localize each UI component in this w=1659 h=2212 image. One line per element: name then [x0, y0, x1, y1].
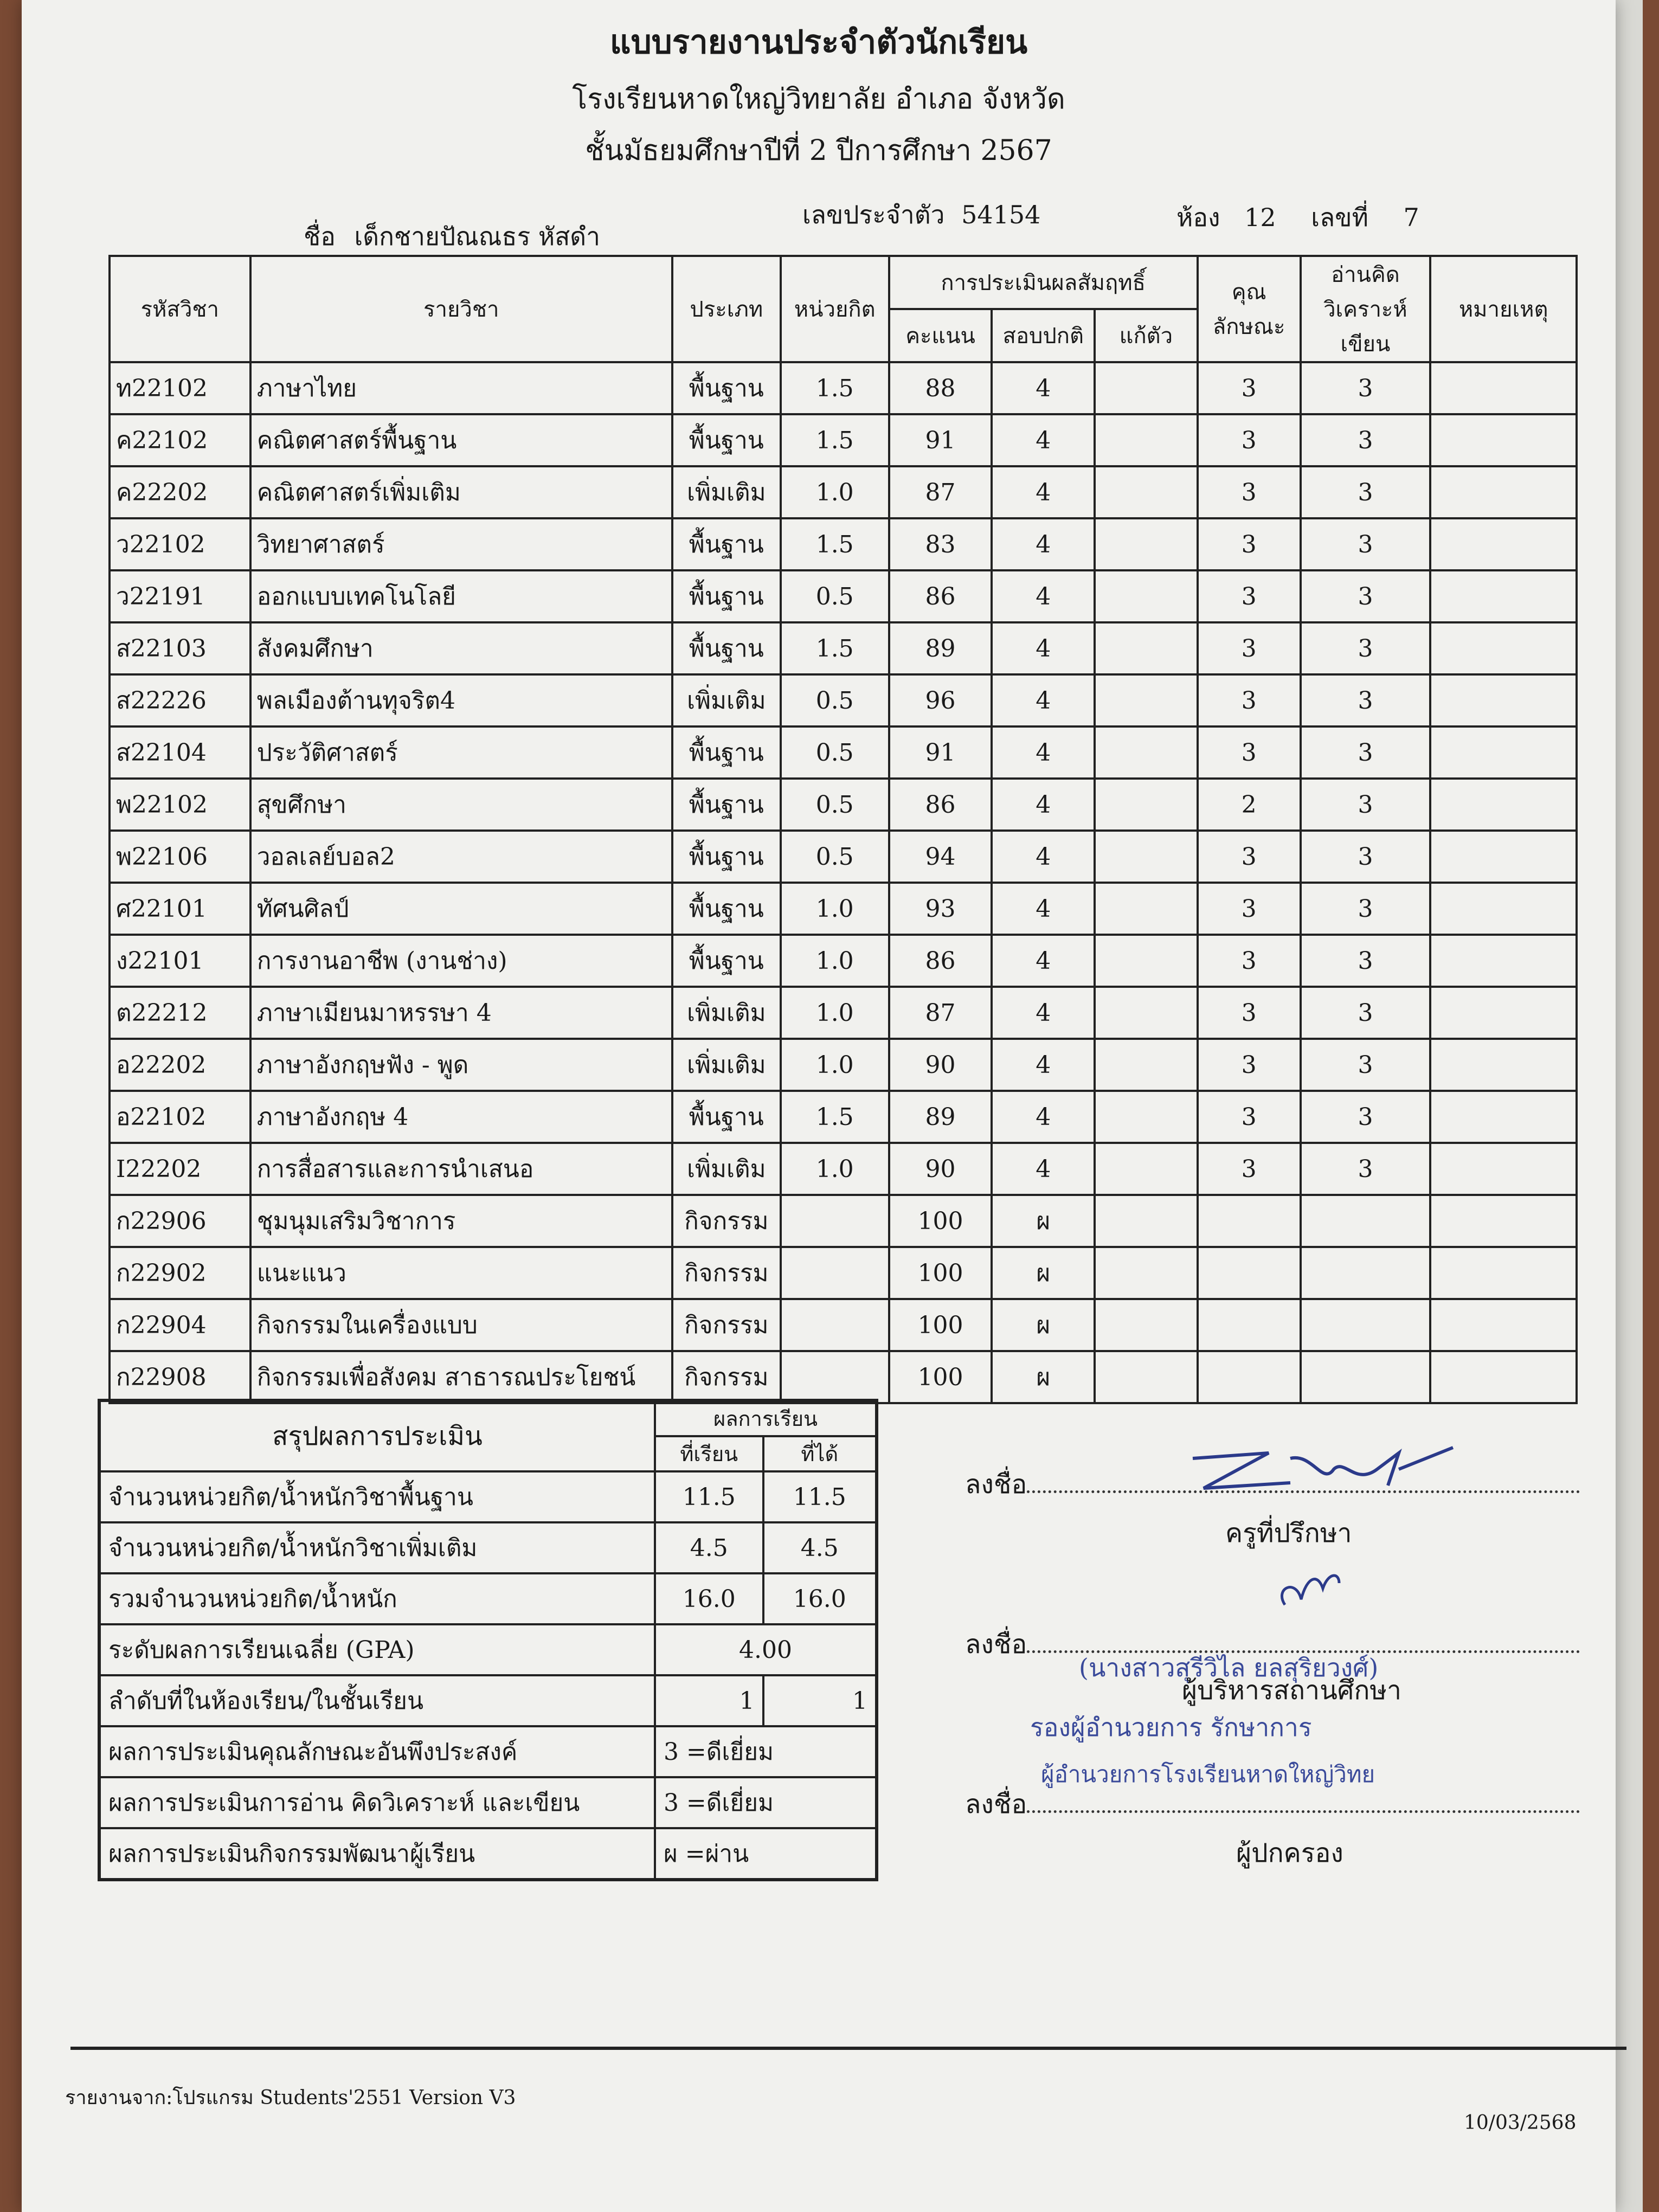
parent-dots: [1027, 1789, 1580, 1813]
cell-code: ต22212: [110, 987, 250, 1039]
header-subject: รายวิชา: [250, 256, 672, 362]
cell-reading: 3: [1301, 622, 1431, 674]
stamp-name: (นางสาวสุรีวิไล ยลสุริยวงศ์): [1079, 1653, 1379, 1682]
cell-credit: 1.0: [781, 1039, 889, 1091]
cell-note: [1430, 518, 1577, 570]
cell-reading: [1301, 1299, 1431, 1351]
cell-subject: การงานอาชีพ (งานช่าง): [250, 935, 672, 987]
cell-subject: ออกแบบเทคโนโลยี: [250, 570, 672, 622]
table-row: [110, 779, 1577, 831]
cell-code: ง22101: [110, 935, 250, 987]
room-value: 12: [1244, 203, 1276, 232]
cell-character: 3: [1198, 1143, 1301, 1195]
cell-subject: สุขศึกษา: [250, 779, 672, 831]
cell-character: [1198, 1351, 1301, 1403]
header-code: รหัสวิชา: [110, 256, 250, 362]
cell-subject: การสื่อสารและการนำเสนอ: [250, 1143, 672, 1195]
cell-credit: [781, 1351, 889, 1403]
cell-retake: [1095, 1247, 1198, 1299]
cell-retake: [1095, 831, 1198, 883]
student-name: เด็กชายปัณณธร หัสดำ: [354, 222, 600, 251]
cell-subject: ประวัติศาสตร์: [250, 726, 672, 779]
cell-score: 86: [889, 570, 992, 622]
student-name-row: [304, 217, 600, 256]
cell-reading: [1301, 1195, 1431, 1247]
name-label: ชื่อ: [304, 222, 336, 251]
cell-credit: [781, 1247, 889, 1299]
cell-code: ว22102: [110, 518, 250, 570]
cell-code: ก22904: [110, 1299, 250, 1351]
cell-reading: 3: [1301, 518, 1431, 570]
cell-character: 3: [1198, 883, 1301, 935]
summary-studied: 4.5: [655, 1522, 763, 1573]
report-title: แบบรายงานประจำตัวนักเรียน: [609, 23, 1028, 61]
reading-label: ผลการประเมินการอ่าน คิดวิเคราะห์ และเขียน: [99, 1777, 655, 1828]
header-character: คุณ ลักษณะ: [1198, 256, 1301, 362]
table-row: [110, 1247, 1577, 1299]
cell-subject: คณิตศาสตร์เพิ่มเติม: [250, 466, 672, 518]
cell-character: [1198, 1247, 1301, 1299]
cell-score: 87: [889, 466, 992, 518]
character-label: ผลการประเมินคุณลักษณะอันพึงประสงค์: [99, 1726, 655, 1777]
table-row: [110, 362, 1577, 414]
id-label: เลขประจำตัว: [802, 200, 945, 229]
cell-score: 90: [889, 1039, 992, 1091]
cell-note: [1430, 831, 1577, 883]
cell-score: 94: [889, 831, 992, 883]
cell-normal: ผ: [992, 1247, 1095, 1299]
report-page: [22, 0, 1616, 2212]
cell-note: [1430, 1039, 1577, 1091]
cell-retake: [1095, 570, 1198, 622]
header-assessment: การประเมินผลสัมฤทธิ์: [889, 256, 1198, 309]
cell-normal: ผ: [992, 1195, 1095, 1247]
advisor-role: ครูที่ปรึกษา: [1225, 1518, 1352, 1548]
cell-note: [1430, 1143, 1577, 1195]
cell-normal: 4: [992, 518, 1095, 570]
cell-normal: 4: [992, 414, 1095, 466]
cell-subject: กิจกรรมในเครื่องแบบ: [250, 1299, 672, 1351]
cell-credit: [781, 1299, 889, 1351]
table-row: [110, 1143, 1577, 1195]
header-normal: สอบปกติ: [992, 309, 1095, 362]
cell-score: 100: [889, 1247, 992, 1299]
character-value: 3 =ดีเยี่ยม: [655, 1726, 877, 1777]
cell-retake: [1095, 414, 1198, 466]
table-row: [110, 883, 1577, 935]
cell-type: พื้นฐาน: [672, 935, 781, 987]
rank-class: 1: [763, 1675, 877, 1726]
summary-earned: 4.5: [763, 1522, 877, 1573]
table-row: [110, 1299, 1577, 1351]
cell-subject: พลเมืองต้านทุจริต4: [250, 674, 672, 726]
cell-type: พื้นฐาน: [672, 570, 781, 622]
cell-reading: 3: [1301, 726, 1431, 779]
parent-sign-label: ลงชื่อ: [965, 1789, 1027, 1819]
footer-divider: [70, 2047, 1626, 2050]
gpa-label: ระดับผลการเรียนเฉลี่ย (GPA): [99, 1624, 655, 1675]
summary-row: [99, 1471, 877, 1522]
cell-subject: สังคมศึกษา: [250, 622, 672, 674]
cell-character: 3: [1198, 1039, 1301, 1091]
table-row: [110, 674, 1577, 726]
header-reading: อ่านคิด วิเคราะห์เขียน: [1301, 256, 1431, 362]
summary-row: [99, 1522, 877, 1573]
cell-reading: [1301, 1351, 1431, 1403]
cell-normal: 4: [992, 466, 1095, 518]
table-row: [110, 466, 1577, 518]
cell-reading: 3: [1301, 935, 1431, 987]
cell-character: 2: [1198, 779, 1301, 831]
cell-type: พื้นฐาน: [672, 831, 781, 883]
cell-score: 83: [889, 518, 992, 570]
cell-score: 100: [889, 1299, 992, 1351]
cell-retake: [1095, 466, 1198, 518]
cell-code: พ22106: [110, 831, 250, 883]
cell-retake: [1095, 1351, 1198, 1403]
cell-normal: 4: [992, 935, 1095, 987]
cell-normal: 4: [992, 1091, 1095, 1143]
cell-code: ก22902: [110, 1247, 250, 1299]
header-type: ประเภท: [672, 256, 781, 362]
cell-reading: 3: [1301, 1143, 1431, 1195]
table-row: [110, 1039, 1577, 1091]
summary-studied: 11.5: [655, 1471, 763, 1522]
cell-credit: 1.5: [781, 1091, 889, 1143]
cell-code: ก22906: [110, 1195, 250, 1247]
reading-value: 3 =ดีเยี่ยม: [655, 1777, 877, 1828]
activity-value: ผ =ผ่าน: [655, 1828, 877, 1880]
cell-retake: [1095, 1195, 1198, 1247]
cell-type: พื้นฐาน: [672, 622, 781, 674]
cell-credit: 0.5: [781, 779, 889, 831]
table-row: [110, 1091, 1577, 1143]
director-role: ผู้บริหารสถานศึกษา: [1182, 1675, 1401, 1706]
cell-normal: 4: [992, 831, 1095, 883]
table-row: [110, 518, 1577, 570]
cell-note: [1430, 362, 1577, 414]
cell-score: 87: [889, 987, 992, 1039]
cell-code: ก22908: [110, 1351, 250, 1403]
parent-signature-line: [965, 1784, 1580, 1825]
cell-credit: 0.5: [781, 674, 889, 726]
cell-credit: 0.5: [781, 726, 889, 779]
rank-label: ลำดับที่ในห้องเรียน/ในชั้นเรียน: [99, 1675, 655, 1726]
cell-retake: [1095, 883, 1198, 935]
gpa-value: 4.00: [655, 1624, 877, 1675]
cell-character: 3: [1198, 570, 1301, 622]
stamp-line2: รองผู้อำนวยการ รักษาการ: [1030, 1713, 1312, 1742]
cell-retake: [1095, 674, 1198, 726]
school-line: โรงเรียนหาดใหญ่วิทยาลัย อำเภอ จังหวัด: [572, 83, 1065, 115]
cell-type: พื้นฐาน: [672, 362, 781, 414]
cell-note: [1430, 622, 1577, 674]
cell-character: 3: [1198, 1091, 1301, 1143]
activity-label: ผลการประเมินกิจกรรมพัฒนาผู้เรียน: [99, 1828, 655, 1880]
footer-program: รายงานจาก:โปรแกรม Students'2551 Version V3: [65, 2087, 516, 2109]
cell-normal: ผ: [992, 1299, 1095, 1351]
cell-type: กิจกรรม: [672, 1351, 781, 1403]
cell-note: [1430, 935, 1577, 987]
rank-room: 1: [655, 1675, 763, 1726]
cell-note: [1430, 1091, 1577, 1143]
cell-credit: 1.5: [781, 362, 889, 414]
summary-credit-rows: [99, 1471, 877, 1624]
cell-score: 100: [889, 1195, 992, 1247]
cell-character: [1198, 1299, 1301, 1351]
cell-code: ว22191: [110, 570, 250, 622]
cell-retake: [1095, 1299, 1198, 1351]
cell-normal: 4: [992, 1039, 1095, 1091]
summary-studied: 16.0: [655, 1573, 763, 1624]
cell-code: ค22202: [110, 466, 250, 518]
cell-character: 3: [1198, 414, 1301, 466]
director-initials: [1269, 1556, 1355, 1621]
cell-code: ส22104: [110, 726, 250, 779]
cell-normal: 4: [992, 726, 1095, 779]
cell-retake: [1095, 1039, 1198, 1091]
table-row: [110, 1351, 1577, 1403]
cell-reading: 3: [1301, 466, 1431, 518]
cell-character: 3: [1198, 362, 1301, 414]
room-label: ห้อง: [1176, 203, 1220, 232]
cell-normal: 4: [992, 622, 1095, 674]
header-score: คะแนน: [889, 309, 992, 362]
cell-character: 3: [1198, 518, 1301, 570]
cell-score: 86: [889, 779, 992, 831]
cell-note: [1430, 1195, 1577, 1247]
cell-type: เพิ่มเติม: [672, 1039, 781, 1091]
cell-reading: 3: [1301, 779, 1431, 831]
table-row: [110, 414, 1577, 466]
cell-type: เพิ่มเติม: [672, 466, 781, 518]
cell-reading: 3: [1301, 362, 1431, 414]
cell-code: ส22103: [110, 622, 250, 674]
cell-normal: 4: [992, 362, 1095, 414]
cell-score: 86: [889, 935, 992, 987]
cell-credit: 0.5: [781, 570, 889, 622]
table-row: [110, 570, 1577, 622]
cell-credit: [781, 1195, 889, 1247]
cell-reading: 3: [1301, 570, 1431, 622]
cell-credit: 1.0: [781, 935, 889, 987]
cell-reading: 3: [1301, 1091, 1431, 1143]
cell-type: กิจกรรม: [672, 1299, 781, 1351]
cell-subject: ทัศนศิลป์: [250, 883, 672, 935]
cell-note: [1430, 883, 1577, 935]
cell-score: 93: [889, 883, 992, 935]
cell-reading: 3: [1301, 883, 1431, 935]
cell-retake: [1095, 779, 1198, 831]
student-id-row: [802, 195, 1040, 235]
cell-note: [1430, 779, 1577, 831]
cell-code: I22202: [110, 1143, 250, 1195]
summary-label: จำนวนหน่วยกิต/น้ำหนักวิชาเพิ่มเติม: [99, 1522, 655, 1573]
table-row: [110, 831, 1577, 883]
cell-character: 3: [1198, 987, 1301, 1039]
cell-type: พื้นฐาน: [672, 779, 781, 831]
cell-reading: 3: [1301, 674, 1431, 726]
cell-note: [1430, 466, 1577, 518]
earned-header: ที่ได้: [763, 1436, 877, 1471]
cell-note: [1430, 1247, 1577, 1299]
cell-character: 3: [1198, 831, 1301, 883]
cell-score: 89: [889, 1091, 992, 1143]
table-row: [110, 622, 1577, 674]
cell-note: [1430, 674, 1577, 726]
cell-normal: ผ: [992, 1351, 1095, 1403]
summary-earned: 11.5: [763, 1471, 877, 1522]
cell-character: [1198, 1195, 1301, 1247]
cell-retake: [1095, 518, 1198, 570]
advisor-handwritten-signature: [1171, 1437, 1475, 1502]
cell-type: พื้นฐาน: [672, 883, 781, 935]
cell-type: พื้นฐาน: [672, 518, 781, 570]
cell-retake: [1095, 987, 1198, 1039]
cell-retake: [1095, 622, 1198, 674]
cell-credit: 1.0: [781, 466, 889, 518]
director-sign-label: ลงชื่อ: [965, 1629, 1027, 1660]
cell-note: [1430, 570, 1577, 622]
cell-subject: ภาษาอังกฤษ 4: [250, 1091, 672, 1143]
cell-credit: 1.0: [781, 987, 889, 1039]
cell-note: [1430, 726, 1577, 779]
cell-retake: [1095, 1143, 1198, 1195]
cell-character: 3: [1198, 726, 1301, 779]
header-retake: แก้ตัว: [1095, 309, 1198, 362]
cell-type: พื้นฐาน: [672, 726, 781, 779]
cell-credit: 0.5: [781, 831, 889, 883]
cell-score: 100: [889, 1351, 992, 1403]
cell-code: อ22102: [110, 1091, 250, 1143]
cell-normal: 4: [992, 1143, 1095, 1195]
cell-type: พื้นฐาน: [672, 414, 781, 466]
cell-score: 90: [889, 1143, 992, 1195]
cell-credit: 1.0: [781, 883, 889, 935]
cell-code: ค22102: [110, 414, 250, 466]
cell-score: 96: [889, 674, 992, 726]
summary-row: [99, 1573, 877, 1624]
cell-subject: ภาษาไทย: [250, 362, 672, 414]
advisor-sign-label: ลงชื่อ: [965, 1469, 1027, 1500]
cell-type: เพิ่มเติม: [672, 674, 781, 726]
table-row: [110, 1195, 1577, 1247]
cell-normal: 4: [992, 674, 1095, 726]
cell-subject: ชุมนุมเสริมวิชาการ: [250, 1195, 672, 1247]
cell-normal: 4: [992, 779, 1095, 831]
student-id: 54154: [961, 200, 1041, 229]
header-note: หมายเหตุ: [1430, 256, 1577, 362]
cell-subject: วิทยาศาสตร์: [250, 518, 672, 570]
cell-subject: แนะแนว: [250, 1247, 672, 1299]
cell-credit: 1.5: [781, 518, 889, 570]
cell-code: ศ22101: [110, 883, 250, 935]
grades-table: [108, 255, 1578, 1404]
cell-credit: 1.0: [781, 1143, 889, 1195]
cell-reading: 3: [1301, 831, 1431, 883]
summary-label: จำนวนหน่วยกิต/น้ำหนักวิชาพื้นฐาน: [99, 1471, 655, 1522]
table-row: [110, 935, 1577, 987]
parent-role: ผู้ปกครอง: [1236, 1838, 1343, 1868]
cell-retake: [1095, 1091, 1198, 1143]
cell-subject: กิจกรรมเพื่อสังคม สาธารณประโยชน์: [250, 1351, 672, 1403]
cell-reading: 3: [1301, 987, 1431, 1039]
cell-normal: 4: [992, 883, 1095, 935]
cell-subject: คณิตศาสตร์พื้นฐาน: [250, 414, 672, 466]
cell-code: พ22102: [110, 779, 250, 831]
cell-retake: [1095, 726, 1198, 779]
summary-table: [98, 1399, 878, 1881]
grade-rows: [110, 362, 1577, 1403]
studied-header: ที่เรียน: [655, 1436, 763, 1471]
cell-retake: [1095, 935, 1198, 987]
cell-type: กิจกรรม: [672, 1247, 781, 1299]
cell-type: เพิ่มเติม: [672, 1143, 781, 1195]
cell-score: 91: [889, 414, 992, 466]
summary-title: สรุปผลการประเมิน: [99, 1400, 655, 1471]
cell-note: [1430, 987, 1577, 1039]
summary-label: รวมจำนวนหน่วยกิต/น้ำหนัก: [99, 1573, 655, 1624]
cell-character: 3: [1198, 674, 1301, 726]
cell-type: กิจกรรม: [672, 1195, 781, 1247]
footer-date: 10/03/2568: [1464, 2112, 1577, 2134]
cell-note: [1430, 1351, 1577, 1403]
cell-character: 3: [1198, 622, 1301, 674]
cell-character: 3: [1198, 935, 1301, 987]
cell-reading: [1301, 1247, 1431, 1299]
cell-score: 88: [889, 362, 992, 414]
cell-score: 91: [889, 726, 992, 779]
result-header: ผลการเรียน: [655, 1400, 877, 1436]
cell-code: ท22102: [110, 362, 250, 414]
cell-reading: 3: [1301, 1039, 1431, 1091]
cell-subject: ภาษาเมียนมาหรรษา 4: [250, 987, 672, 1039]
cell-score: 89: [889, 622, 992, 674]
room-row: [1176, 198, 1419, 237]
cell-reading: 3: [1301, 414, 1431, 466]
cell-subject: วอลเลย์บอล2: [250, 831, 672, 883]
class-line: ชั้นมัธยมศึกษาปีที่ 2 ปีการศึกษา 2567: [585, 134, 1052, 167]
cell-retake: [1095, 362, 1198, 414]
number-value: 7: [1403, 203, 1419, 232]
cell-subject: ภาษาอังกฤษฟัง - พูด: [250, 1039, 672, 1091]
cell-normal: 4: [992, 987, 1095, 1039]
cell-normal: 4: [992, 570, 1095, 622]
cell-type: พื้นฐาน: [672, 1091, 781, 1143]
cell-note: [1430, 1299, 1577, 1351]
cell-note: [1430, 414, 1577, 466]
summary-earned: 16.0: [763, 1573, 877, 1624]
cell-code: ส22226: [110, 674, 250, 726]
cell-character: 3: [1198, 466, 1301, 518]
cell-code: อ22202: [110, 1039, 250, 1091]
header-credit: หน่วยกิต: [781, 256, 889, 362]
table-row: [110, 726, 1577, 779]
number-label: เลขที่: [1311, 203, 1368, 232]
stamp-line3: ผู้อำนวยการโรงเรียนหาดใหญ่วิทย: [1041, 1761, 1375, 1787]
cell-credit: 1.5: [781, 622, 889, 674]
table-row: [110, 987, 1577, 1039]
cell-type: เพิ่มเติม: [672, 987, 781, 1039]
cell-credit: 1.5: [781, 414, 889, 466]
